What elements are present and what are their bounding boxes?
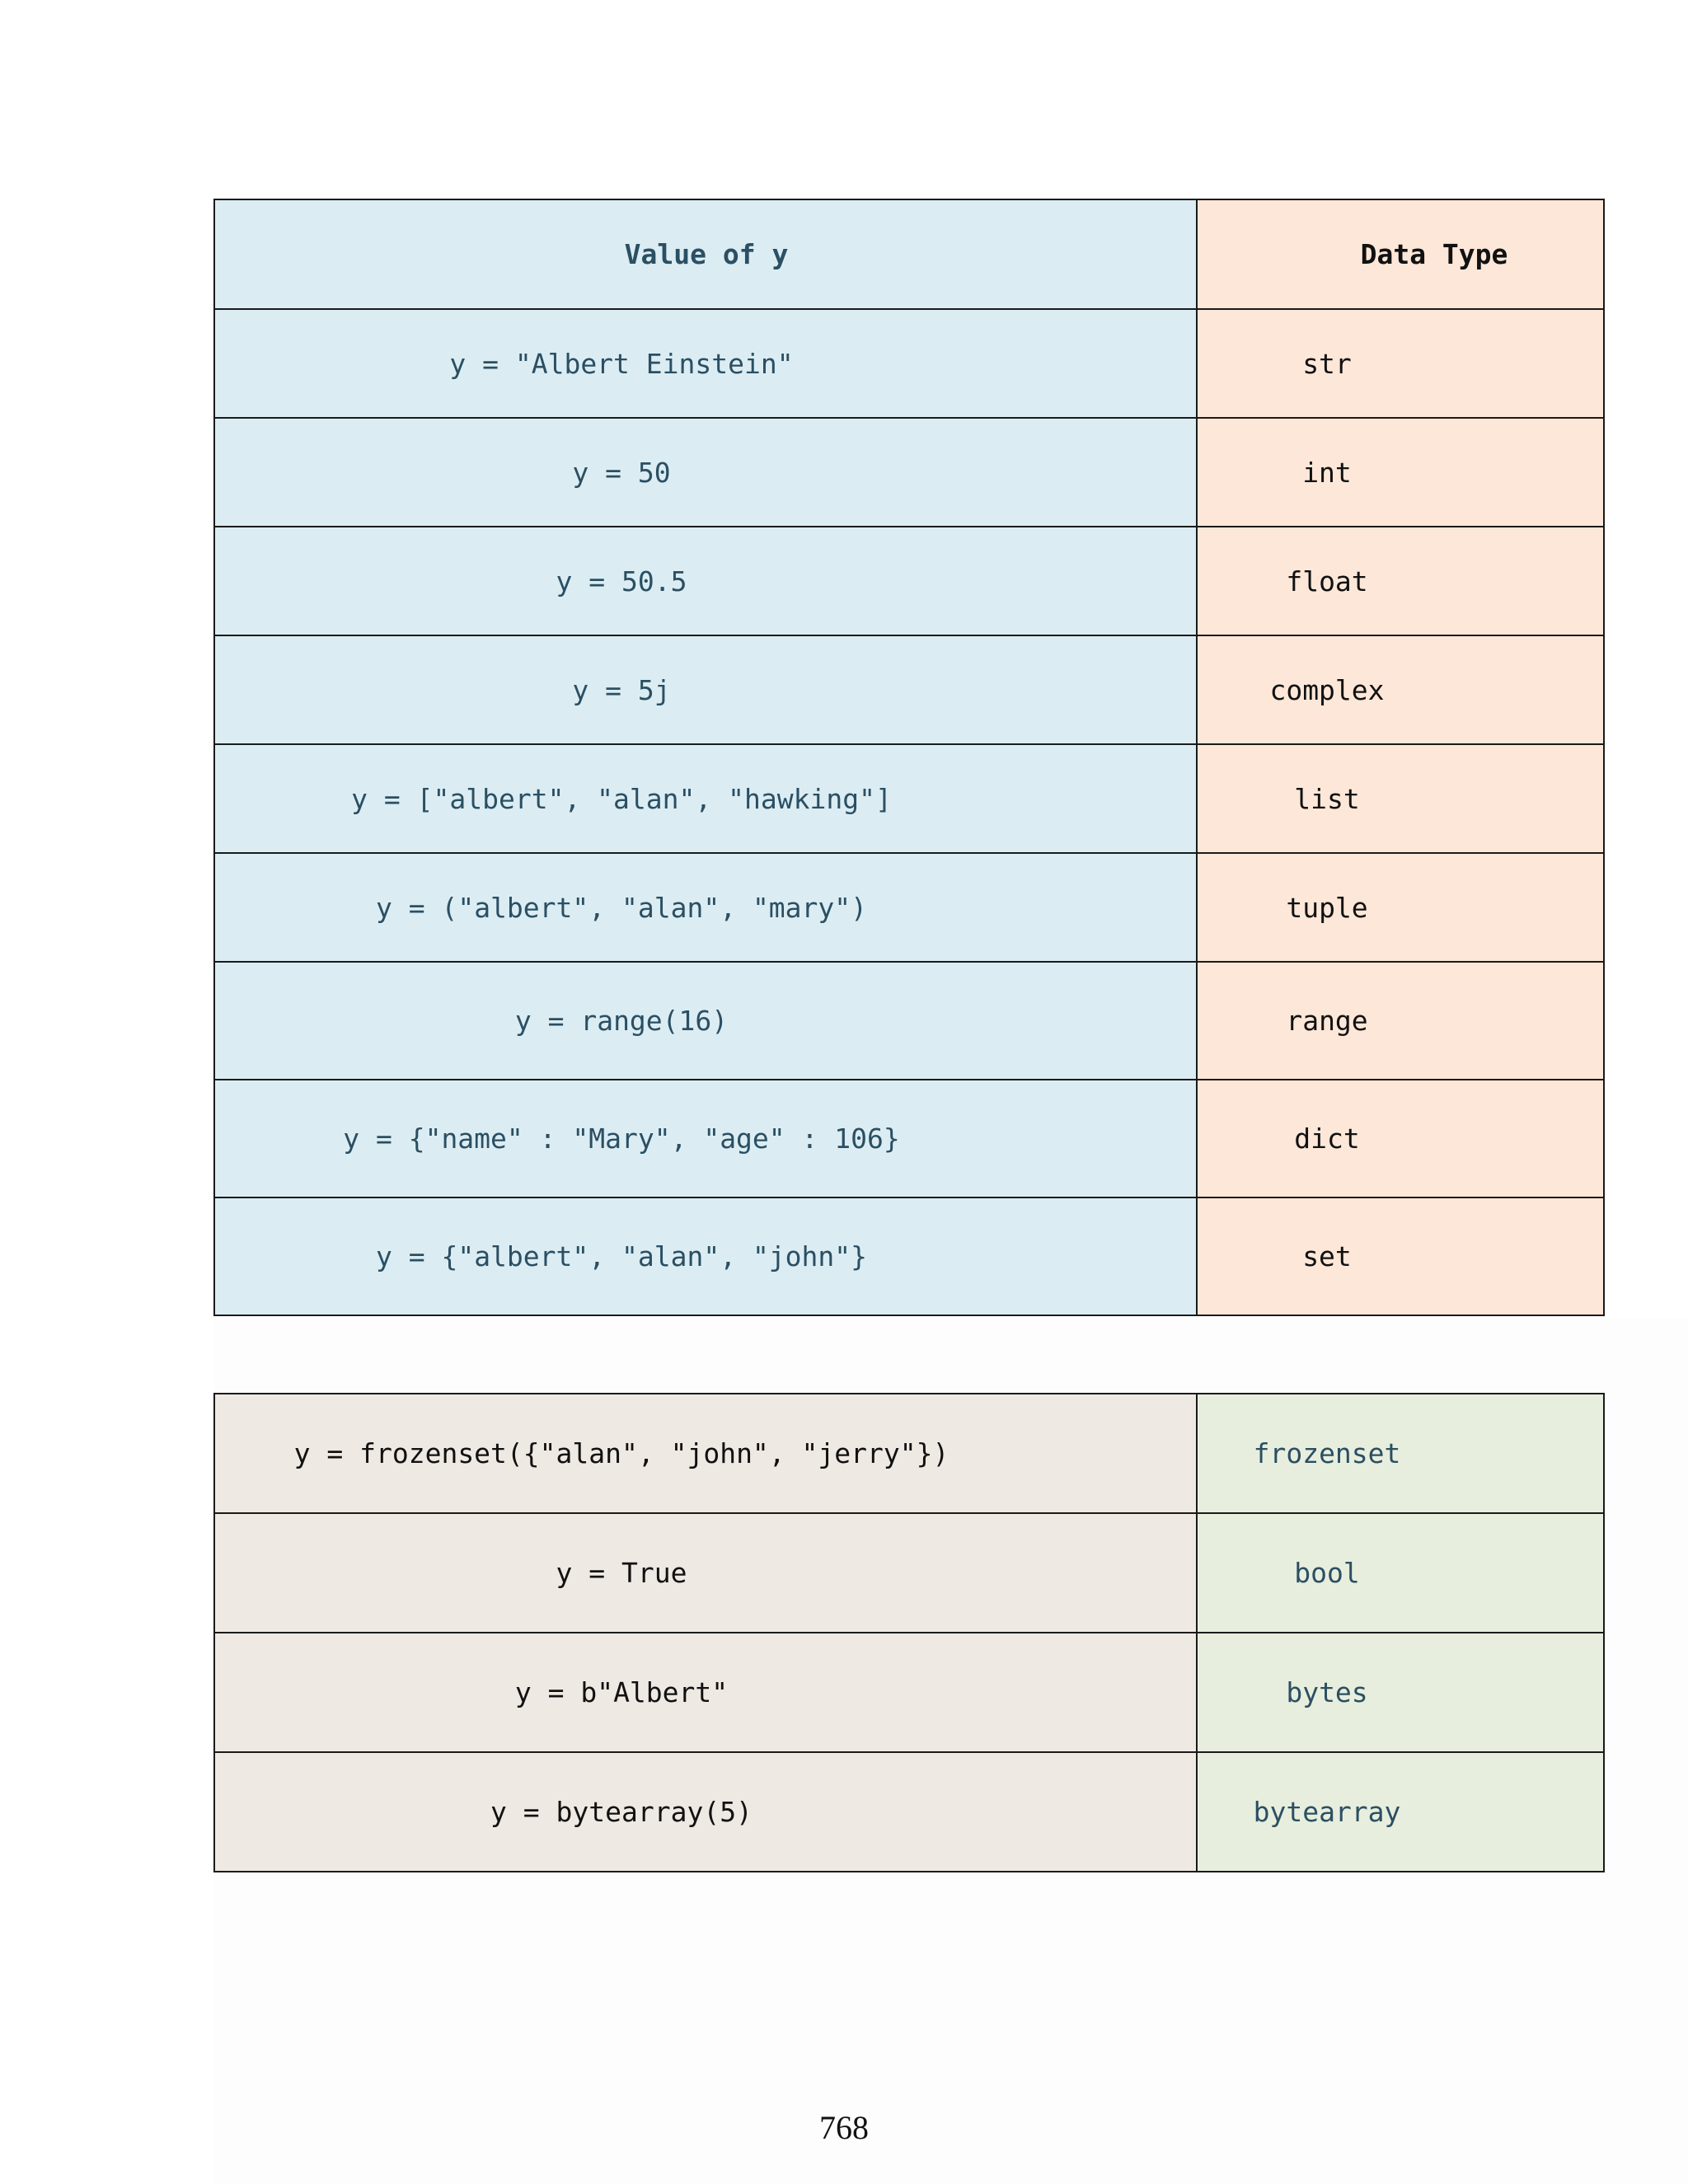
type-text: str [1302, 347, 1352, 380]
value-cell [214, 1394, 1197, 1513]
header-value-label: Value of y [624, 238, 789, 270]
value-text: y = {"name" : "Mary", "age" : 106} [343, 1122, 900, 1155]
value-text: y = 50 [572, 456, 671, 489]
value-text: y = 50.5 [556, 565, 687, 598]
value-text: y = frozenset({"alan", "john", "jerry"}) [293, 1437, 950, 1469]
header-type-label: Data Type [1360, 238, 1508, 270]
type-cell [1197, 1633, 1604, 1752]
type-cell [1197, 1513, 1604, 1633]
type-text: bytearray [1253, 1796, 1401, 1828]
table-row [214, 418, 1604, 527]
value-text: y = bytearray(5) [490, 1796, 753, 1828]
table-row [214, 962, 1604, 1080]
table-header-row [214, 199, 1604, 309]
header-data-type [1197, 199, 1604, 309]
table-row [214, 1513, 1604, 1633]
value-text: y = "Albert Einstein" [449, 347, 794, 380]
value-cell [214, 1513, 1197, 1633]
value-cell [214, 635, 1197, 744]
type-cell [1197, 1394, 1604, 1513]
type-text: int [1302, 456, 1352, 489]
table-row [214, 527, 1604, 635]
type-cell [1197, 527, 1604, 635]
type-cell [1197, 853, 1604, 962]
page-number: 768 [819, 2109, 869, 2146]
type-text: set [1302, 1240, 1352, 1272]
value-cell [214, 1080, 1197, 1197]
type-cell [1197, 744, 1604, 853]
value-cell [214, 418, 1197, 527]
type-text: bool [1294, 1557, 1360, 1589]
table-row [214, 853, 1604, 962]
value-text: y = ("albert", "alan", "mary") [375, 891, 868, 924]
value-cell [214, 1633, 1197, 1752]
value-text: y = range(16) [514, 1005, 729, 1037]
more-data-types-table [213, 1393, 1605, 1872]
table-row [214, 635, 1604, 744]
value-text: y = b"Albert" [514, 1676, 729, 1708]
table-row [214, 1080, 1604, 1197]
type-text: complex [1269, 673, 1385, 706]
table-row [214, 1394, 1604, 1513]
type-cell [1197, 1197, 1604, 1315]
type-text: float [1286, 565, 1368, 598]
type-cell [1197, 1080, 1604, 1197]
value-cell [214, 527, 1197, 635]
type-cell [1197, 309, 1604, 418]
type-text: dict [1294, 1122, 1360, 1155]
table-row [214, 1752, 1604, 1872]
type-text: list [1294, 782, 1360, 815]
header-value-of-y [214, 199, 1197, 309]
value-text: y = True [556, 1557, 687, 1589]
value-text: y = {"albert", "alan", "john"} [375, 1240, 868, 1272]
value-cell [214, 853, 1197, 962]
type-cell [1197, 1752, 1604, 1872]
type-text: bytes [1286, 1676, 1368, 1708]
value-cell [214, 309, 1197, 418]
type-text: tuple [1286, 891, 1368, 924]
value-cell [214, 744, 1197, 853]
table-row [214, 1633, 1604, 1752]
table-row [214, 309, 1604, 418]
value-text: y = 5j [572, 673, 671, 706]
value-text: y = ["albert", "alan", "hawking"] [351, 782, 892, 815]
table-row [214, 744, 1604, 853]
value-cell [214, 1752, 1197, 1872]
table-row [214, 1197, 1604, 1315]
value-cell [214, 1197, 1197, 1315]
value-cell [214, 962, 1197, 1080]
data-types-table [213, 199, 1605, 1316]
type-cell [1197, 962, 1604, 1080]
type-cell [1197, 418, 1604, 527]
type-text: frozenset [1253, 1437, 1401, 1469]
type-text: range [1286, 1005, 1368, 1037]
type-cell [1197, 635, 1604, 744]
